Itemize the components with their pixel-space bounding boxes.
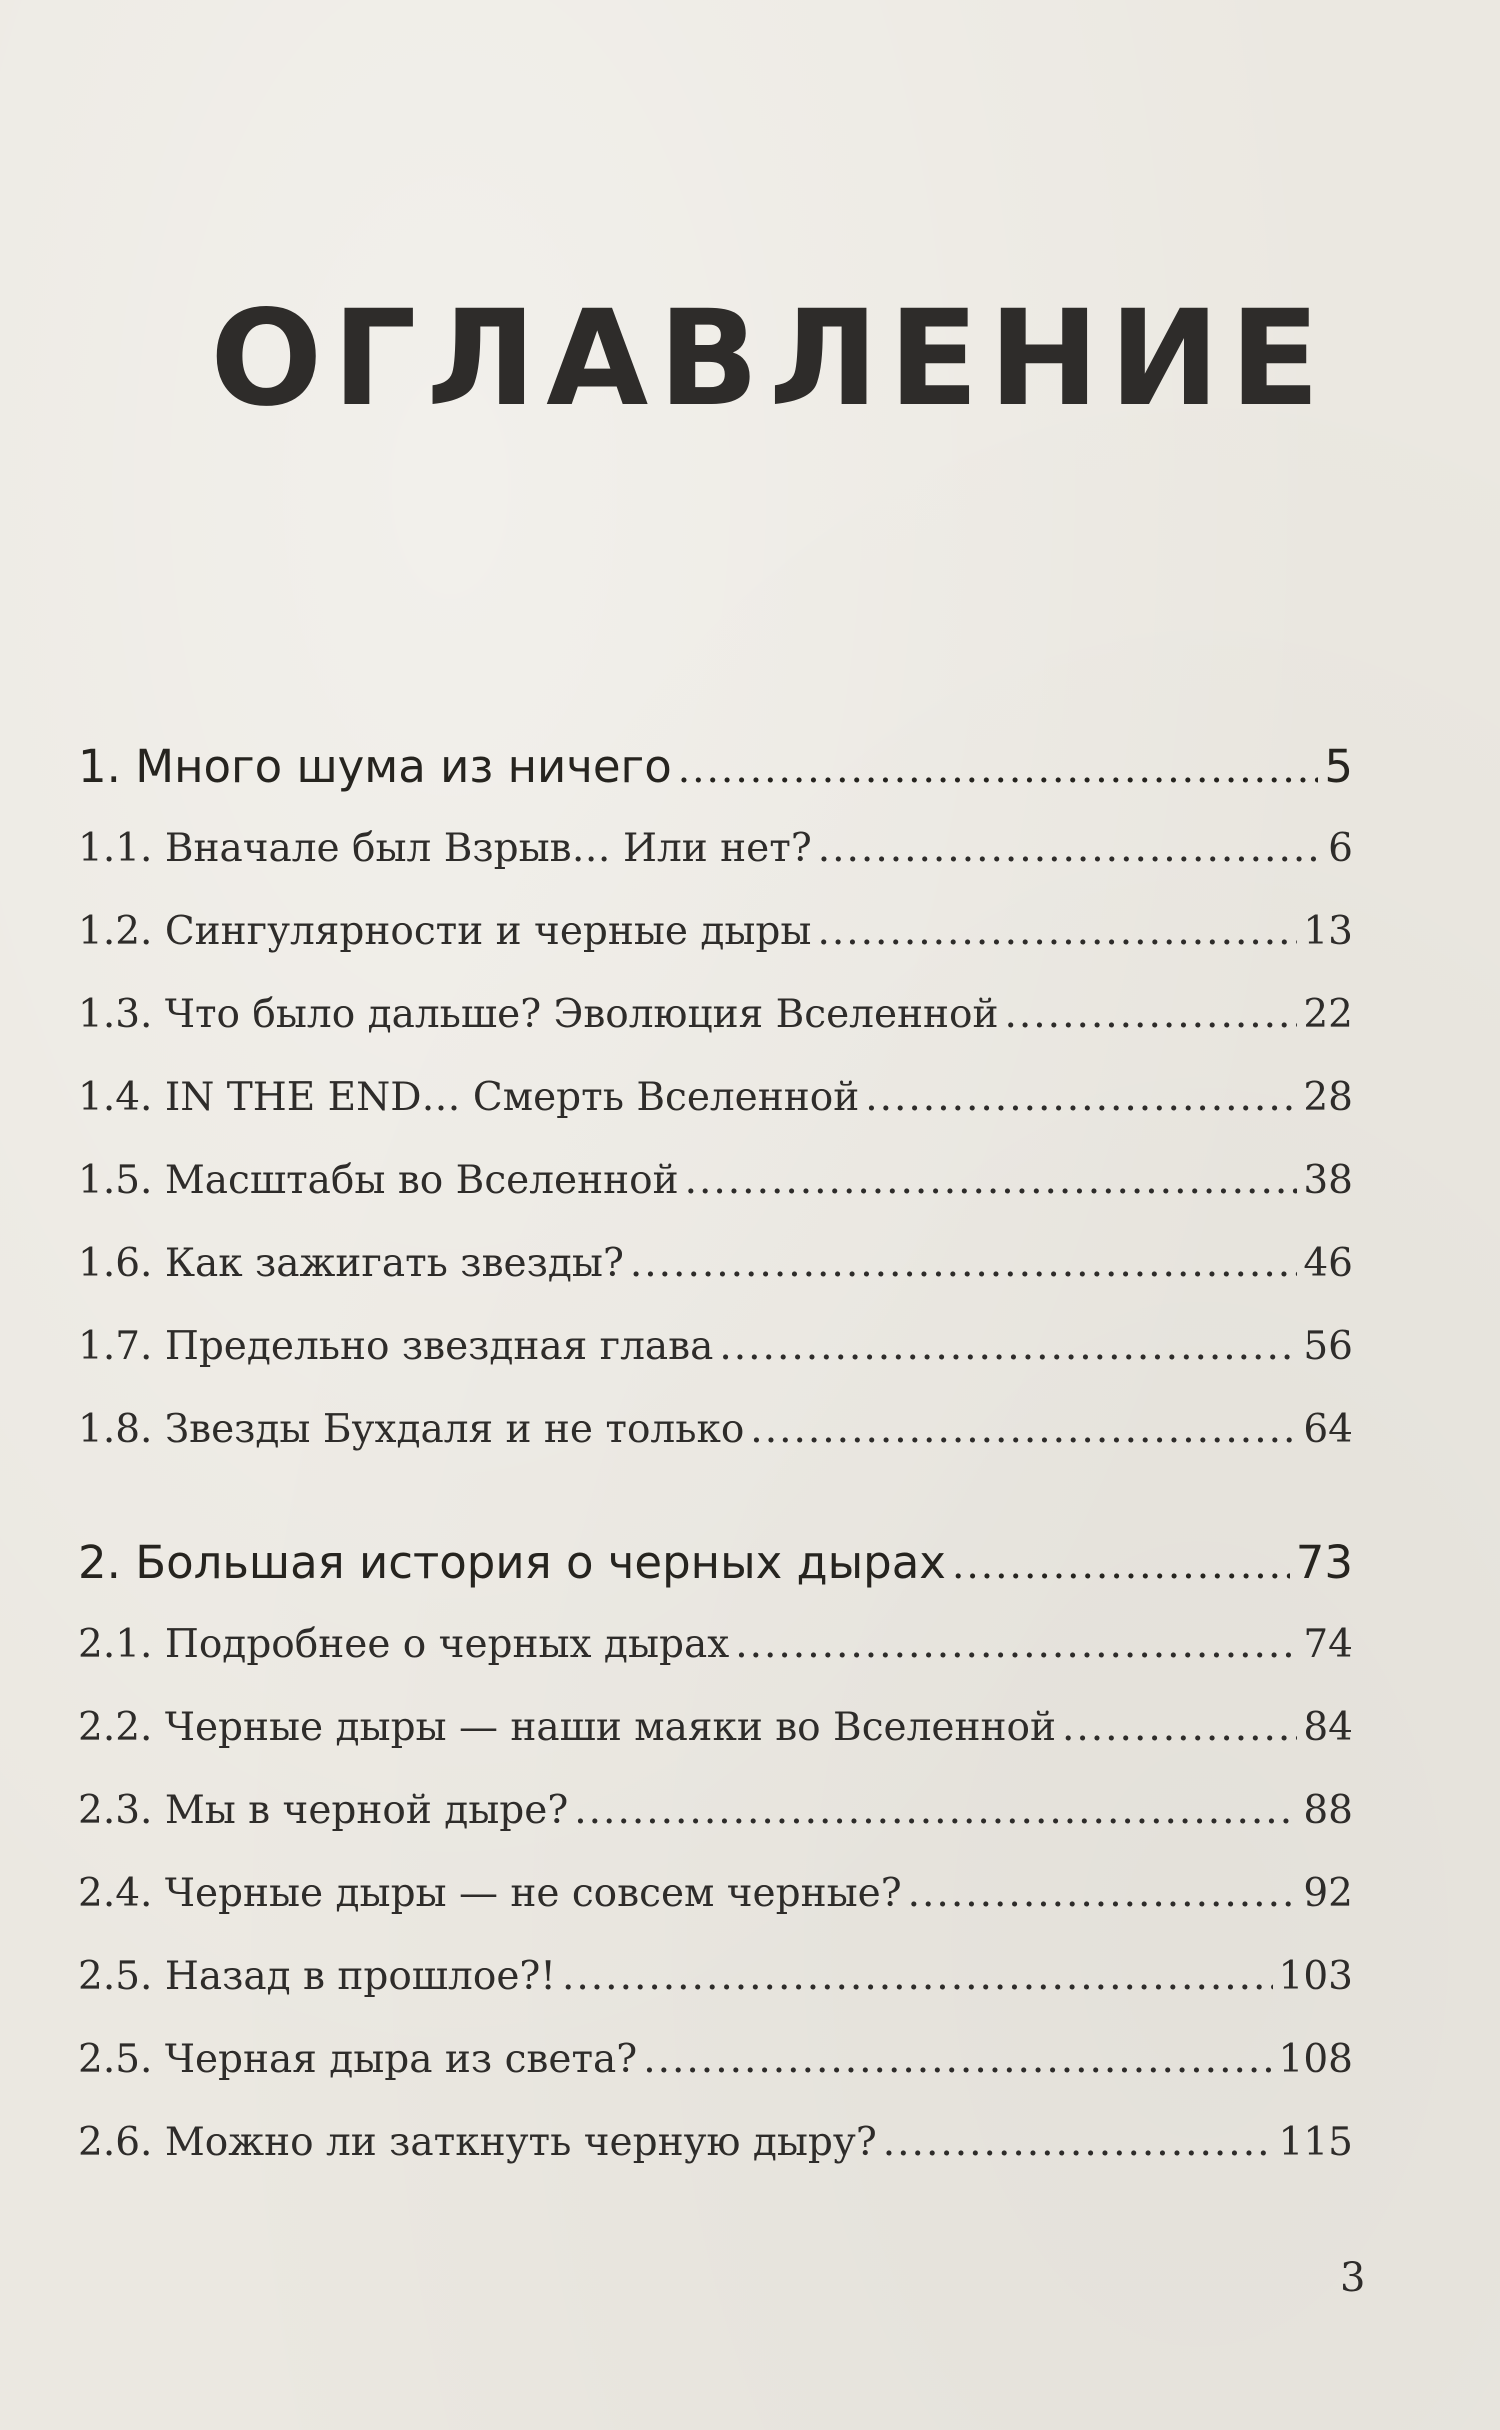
dot-leader bbox=[574, 1788, 1297, 1833]
dot-leader bbox=[630, 1241, 1298, 1286]
toc-chapter-heading bbox=[78, 740, 1353, 826]
toc-page-number: 92 bbox=[1303, 1871, 1353, 1916]
dot-leader bbox=[1004, 992, 1297, 1037]
toc-entry bbox=[78, 2120, 1353, 2203]
toc-entry-label: 1.3. Что было дальше? Эволюция Вселенной bbox=[78, 992, 999, 1037]
toc-entry bbox=[78, 1954, 1353, 2037]
toc-entry bbox=[78, 2037, 1353, 2120]
toc-page-number: 74 bbox=[1303, 1622, 1353, 1667]
page-number-footer: 3 bbox=[1340, 2255, 1366, 2301]
toc-entry-label: 1. Много шума из ничего bbox=[78, 740, 672, 793]
toc-page-number: 115 bbox=[1278, 2120, 1353, 2165]
toc-entry-label: 2.3. Мы в черной дыре? bbox=[78, 1788, 569, 1833]
toc-page-number: 22 bbox=[1303, 992, 1353, 1037]
toc-entry bbox=[78, 1241, 1353, 1324]
toc-page-number: 56 bbox=[1303, 1324, 1353, 1369]
toc-entry-label: 1.2. Сингулярности и черные дыры bbox=[78, 909, 812, 954]
toc-page-number: 13 bbox=[1303, 909, 1353, 954]
dot-leader bbox=[952, 1543, 1290, 1588]
toc-section-1 bbox=[78, 740, 1353, 1490]
toc-entry bbox=[78, 1324, 1353, 1407]
toc-entry bbox=[78, 1871, 1353, 1954]
dot-leader bbox=[685, 1158, 1298, 1203]
toc-entry-label: 2. Большая история о черных дырах bbox=[78, 1536, 946, 1589]
toc-entry-label: 2.4. Черные дыры — не совсем черные? bbox=[78, 1871, 902, 1916]
toc-entry bbox=[78, 992, 1353, 1075]
dot-leader bbox=[865, 1075, 1297, 1120]
toc-entry-label: 1.5. Масштабы во Вселенной bbox=[78, 1158, 679, 1203]
dot-leader bbox=[750, 1407, 1297, 1452]
toc-entry-label: 1.1. Вначале был Взрыв… Или нет? bbox=[78, 826, 812, 871]
dot-leader bbox=[883, 2120, 1273, 2165]
toc-page-number: 28 bbox=[1303, 1075, 1353, 1120]
toc-entry-label: 2.2. Черные дыры — наши маяки во Вселенной bbox=[78, 1705, 1056, 1750]
dot-leader bbox=[817, 909, 1297, 954]
toc-entry bbox=[78, 1622, 1353, 1705]
dot-leader bbox=[719, 1324, 1297, 1369]
dot-leader bbox=[818, 826, 1322, 871]
toc-entry bbox=[78, 1075, 1353, 1158]
toc-entry-label: 1.8. Звезды Бухдаля и не только bbox=[78, 1407, 745, 1452]
dot-leader bbox=[1062, 1705, 1297, 1750]
toc-page-number: 84 bbox=[1303, 1705, 1353, 1750]
dot-leader bbox=[678, 747, 1319, 792]
toc-entry bbox=[78, 1407, 1353, 1490]
toc-page-number: 5 bbox=[1324, 740, 1353, 793]
toc-page-number: 88 bbox=[1303, 1788, 1353, 1833]
toc-entry bbox=[78, 826, 1353, 909]
toc-section-2 bbox=[78, 1536, 1353, 2203]
page-title: ОГЛАВЛЕНИЕ bbox=[210, 282, 1330, 436]
table-of-contents bbox=[78, 740, 1353, 2203]
toc-page-number: 73 bbox=[1295, 1536, 1353, 1589]
toc-entry-label: 2.1. Подробнее о черных дырах bbox=[78, 1622, 730, 1667]
dot-leader bbox=[735, 1622, 1297, 1667]
toc-page-number: 46 bbox=[1303, 1241, 1353, 1286]
dot-leader bbox=[562, 1954, 1273, 1999]
dot-leader bbox=[908, 1871, 1298, 1916]
toc-entry-label: 2.5. Черная дыра из света? bbox=[78, 2037, 638, 2082]
toc-page-number: 6 bbox=[1328, 826, 1353, 871]
toc-page-number: 108 bbox=[1278, 2037, 1353, 2082]
toc-entry bbox=[78, 909, 1353, 992]
dot-leader bbox=[643, 2037, 1272, 2082]
toc-entry-label: 1.6. Как зажигать звезды? bbox=[78, 1241, 624, 1286]
toc-page-number: 64 bbox=[1303, 1407, 1353, 1452]
toc-entry-label: 2.5. Назад в прошлое?! bbox=[78, 1954, 556, 1999]
toc-entry-label: 1.7. Предельно звездная глава bbox=[78, 1324, 714, 1369]
toc-page-number: 103 bbox=[1278, 1954, 1353, 1999]
toc-entry-label: 1.4. IN THE END… Смерть Вселенной bbox=[78, 1075, 860, 1120]
toc-chapter-heading bbox=[78, 1536, 1353, 1622]
toc-entry bbox=[78, 1705, 1353, 1788]
toc-entry bbox=[78, 1158, 1353, 1241]
toc-entry bbox=[78, 1788, 1353, 1871]
toc-page-number: 38 bbox=[1303, 1158, 1353, 1203]
toc-entry-label: 2.6. Можно ли заткнуть черную дыру? bbox=[78, 2120, 877, 2165]
